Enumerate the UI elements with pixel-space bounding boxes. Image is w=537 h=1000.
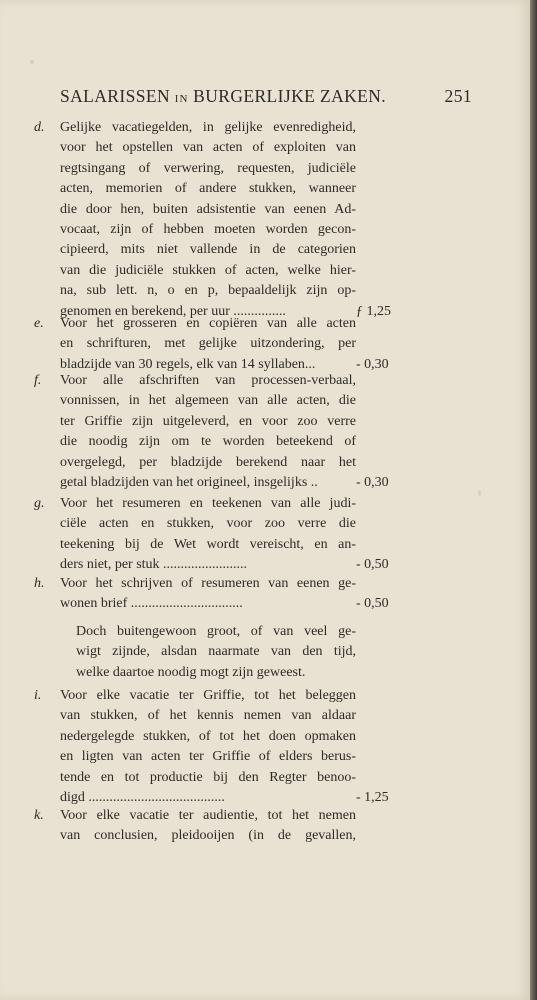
- text-line: en schrifturen, met gelijke uitzondering, per: [60, 336, 356, 352]
- text-line: Voor alle afschriften van processen-verbaal,: [60, 373, 356, 388]
- text-line: van conclusien, pleidooijen (in de gevallen,: [60, 828, 356, 844]
- text-line: overgelegd, per bladzijde berekend naar het: [60, 454, 356, 470]
- text-line: tende en tot productie bij den Regter benoo-: [60, 769, 356, 785]
- fee-amount: - 0,50: [356, 557, 389, 573]
- text-line: vocaat, zijn of hebben moeten worden gecon-: [60, 222, 356, 237]
- text-line: Voor elke vacatie ter Griffie, tot het beleggen: [60, 688, 356, 703]
- entry-letter: g.: [34, 496, 45, 511]
- entry-letter: k.: [34, 808, 44, 823]
- entry-letter: d.: [34, 120, 45, 135]
- page-number: 251: [444, 86, 472, 106]
- text-line: ciële acten en stukken, voor zoo verre die: [60, 516, 356, 532]
- text-line: ter Griffie zijn uitgeleverd, en voor zoo verre: [60, 413, 356, 429]
- text-line: na, sub lett. n, o en p, bepaaldelijk zijn op-: [60, 283, 356, 299]
- fee-amount: ƒ 1,25: [356, 303, 391, 319]
- text-line: regtsingang of verwering, requesten, judiciële: [60, 160, 356, 176]
- note-line: Doch buitengewoon groot, of van veel ge-: [76, 624, 356, 639]
- text-line: Gelijke vacatiegelden, in gelijke evenredigheid,: [60, 120, 356, 135]
- entry-letter: i.: [34, 688, 42, 703]
- text-line: acten, memorien of andere stukken, wanneer: [60, 181, 356, 197]
- fee-amount: - 0,50: [356, 596, 389, 612]
- text-line: Voor het grosseren en copiëren van alle acten: [60, 316, 356, 331]
- text-line: Voor het schrijven of resumeren van eenen ge-: [60, 576, 356, 591]
- text-line: voor het opstellen van acten of exploiten van: [60, 140, 356, 156]
- fee-amount: - 1,25: [356, 790, 389, 805]
- running-title: SALARISSEN IN BURGERLIJKE ZAKEN.: [60, 86, 387, 106]
- text-line: cipieerd, mits niet vallende in de categorien: [60, 242, 356, 258]
- text-line: van die judiciële stukken of acten, welke hier-: [60, 262, 356, 278]
- note-line: wigt zijnde, alsdan naarmate van den tijd,: [76, 644, 356, 660]
- text-line: en ligten van acten ter Griffie of elders berus-: [60, 749, 356, 765]
- text-line: genomen en berekend, per uur ...............: [60, 303, 286, 319]
- entry-letter: e.: [34, 316, 44, 331]
- text-line: die noodig zijn om te worden beteekend of: [60, 434, 356, 450]
- text-line: vonnissen, in het algemeen van alle acten, die: [60, 393, 356, 409]
- text-line: bladzijde van 30 regels, elk van 14 syllaben...: [60, 356, 316, 372]
- foxing-spot: [30, 60, 34, 64]
- text-line: getal bladzijden van het origineel, insgelijks ..: [60, 475, 318, 490]
- text-line: ders niet, per stuk ........................: [60, 557, 248, 573]
- text-line: die door hen, buiten adsistentie van eenen Ad-: [60, 201, 356, 217]
- text-line: teekening bij de Wet wordt vereischt, en an-: [60, 536, 356, 552]
- text-line: nedergelegde stukken, of tot het doen opmaken: [60, 728, 356, 744]
- page-edge: [530, 0, 537, 1000]
- text-line: digd .......................................: [60, 790, 225, 805]
- foxing-spot: [478, 490, 481, 496]
- entry-letter: f.: [34, 373, 42, 388]
- fee-amount: - 0,30: [356, 475, 389, 490]
- text-line: wonen brief ................................: [60, 596, 243, 612]
- text-line: Voor elke vacatie ter audientie, tot het nemen: [60, 808, 356, 823]
- fee-amount: - 0,30: [356, 356, 389, 372]
- text-line: Voor het resumeren en teekenen van alle judi-: [60, 496, 356, 511]
- text-line: van stukken, of het kennis nemen van aldaar: [60, 708, 356, 724]
- entry-letter: h.: [34, 576, 45, 591]
- note-line: welke daartoe noodig mogt zijn geweest.: [76, 664, 306, 680]
